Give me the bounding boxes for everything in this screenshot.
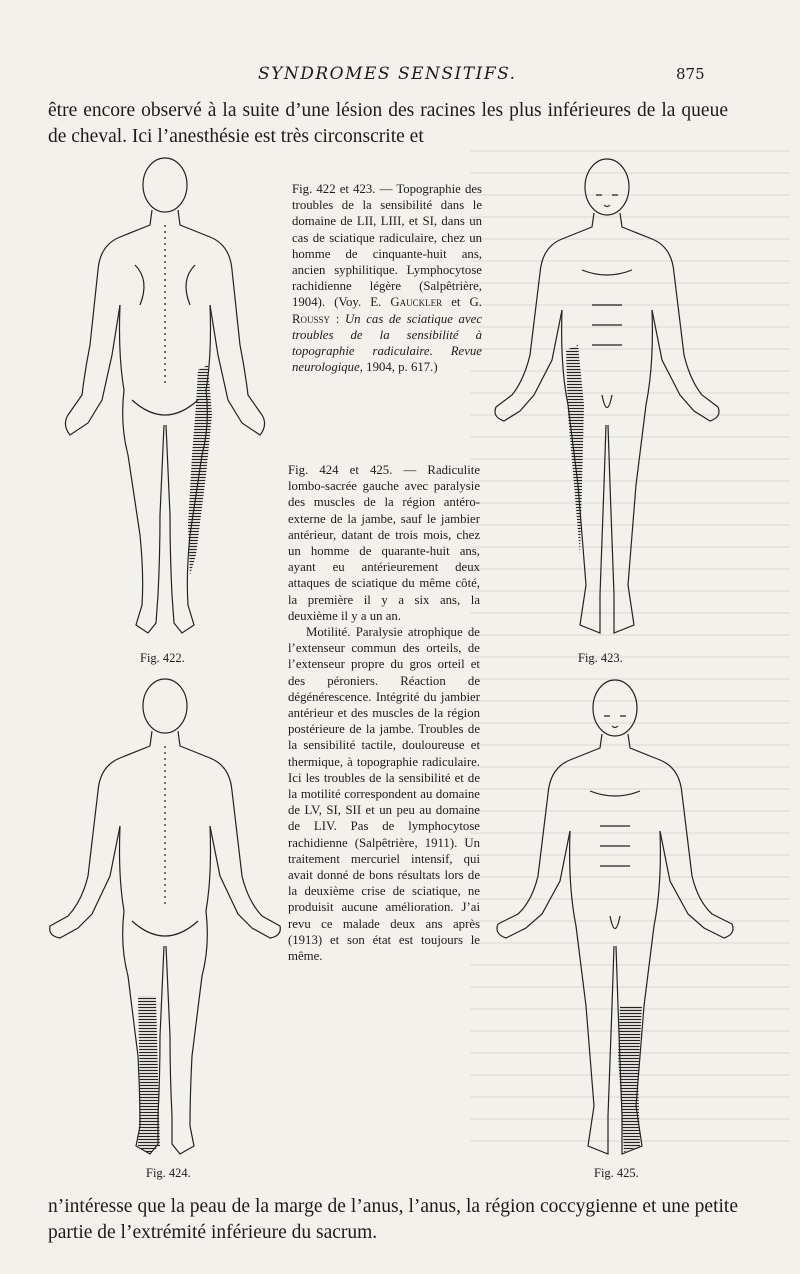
body-front-illustration [490, 676, 740, 1166]
figure-label: Fig. 423. [578, 651, 623, 665]
author-name: Roussy [292, 311, 331, 326]
page-number: 875 [676, 65, 705, 83]
caption-paragraph: Motilité. Paralysie atrophique de l’extenseur commun des orteils, de l’extenseur propre du gros orteil et des péroniers. Réaction de dégénérescence. Intégrité du jambier antérieur et des muscles de la région postérieure de la jambe. Troubles de la sensibilité tactile, douloureuse et thermique, à topographie radiculaire. Ici les troubles de la sensibilité et de la motilité correspondent au domaine de LV, SI, SII et un peu au domaine de LIV. Pas de lymphocytose rachidienne (Salpêtrière, 1911). Un traitement mercuriel intensif, qui avait donné de bons résultats lors de la deuxième crise de sciatique, ne produisit aucune amélioration. J’ai revu ce malade deux ans après (1913) et son état est toujours le même. [288, 625, 480, 964]
body-back-illustration [40, 155, 290, 645]
caption-text: : [330, 311, 345, 326]
article-title: Un cas de sciatique avec troubles de la sensibilité à topographie radiculaire. Revue neurologique [292, 311, 482, 375]
opening-paragraph: être encore observé à la suite d’une lésion des racines les plus inférieures de la queue de cheval. Ici l’anesthésie est très circonscrite et [48, 100, 728, 147]
body-front-illustration [482, 155, 732, 645]
running-head [0, 64, 800, 88]
caption-fig-422-423 [292, 181, 482, 375]
running-title: SYNDROMES SENSITIFS. [258, 64, 517, 84]
caption-paragraph: Fig. 424 et 425. — Radiculite lombo-sacrée gauche avec paralysie des muscles de la région antéro-externe de la jambe, sauf le jambier antérieur, datant de trois mois, chez un homme de quarante-huit ans, ayant eu antérieurement deux attaques de sciatique du même côté, la première il y a six ans, la deuxième il y a un an. [288, 463, 480, 623]
body-back-illustration [40, 676, 300, 1166]
figure-423 [482, 155, 732, 665]
figure-424 [40, 676, 300, 1180]
caption-fig-424-425 [288, 462, 480, 964]
caption-text: et G. [451, 295, 482, 310]
author-name: Gauckler [390, 295, 443, 310]
figure-label: Fig. 424. [146, 1166, 191, 1180]
figure-label: Fig. 422. [140, 651, 185, 665]
figure-422 [40, 155, 290, 665]
caption-text: , 1904, p. 617.) [359, 360, 438, 375]
figure-425 [490, 676, 740, 1180]
caption-text: Fig. 422 et 423. — Topographie des troubles de la sensibilité dans le domaine de LII, LIII, et SI, dans un cas de sciatique radiculaire, chez un homme de cinquante-huit ans, ancien syphilitique. Lymphocytose rachidienne légère (Salpêtrière, 1904). (Voy. E. [292, 182, 482, 310]
figure-label: Fig. 425. [594, 1166, 639, 1180]
closing-paragraph: n’intéresse que la peau de la marge de l’anus, l’anus, la région coccygienne et une petite partie de l’extrémité inférieure du sacrum. [48, 1196, 738, 1243]
